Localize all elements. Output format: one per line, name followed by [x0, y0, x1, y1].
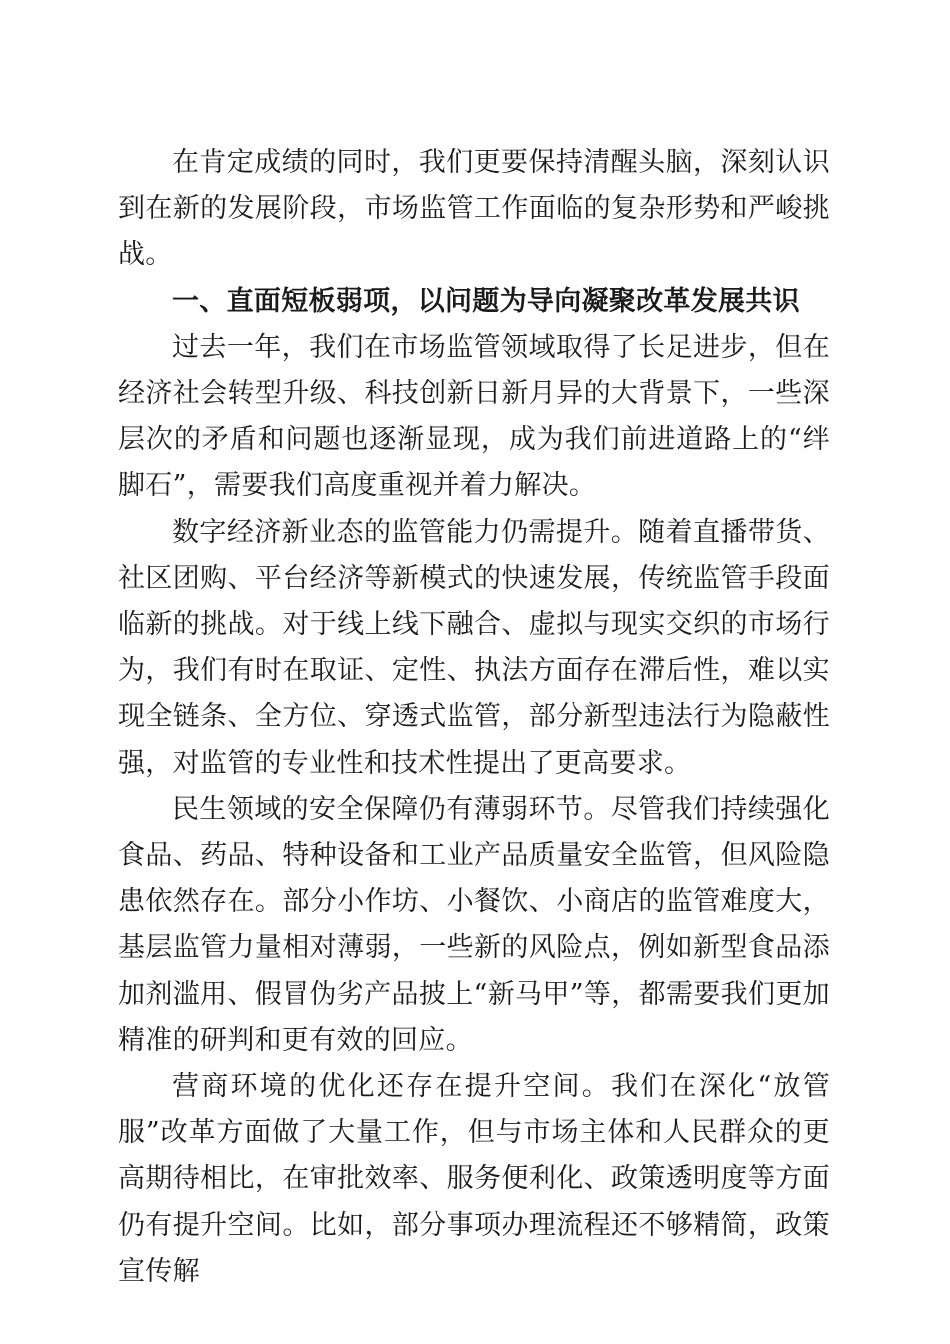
section-heading-1: 一、直面短板弱项，以问题为导向凝聚改革发展共识	[172, 285, 800, 317]
paragraph-digital-economy: 数字经济新业态的监管能力仍需提升。随着直播带货、社区团购、平台经济等新模式的快速发展，传统监管手段面临新的挑战。对于线上线下融合、虚拟与现实交织的市场行为，我们有时在取证、定性、执法方面存在滞后性，难以实现全链条、全方位、穿透式监管，部分新型违法行为隐蔽性强，对监管的专业性和技术性提出了更高要求。	[118, 516, 830, 779]
paragraph-business-environment: 营商环境的优化还存在提升空间。我们在深化“放管服”改革方面做了大量工作，但与市场主体和人民群众的更高期待相比，在审批效率、服务便利化、政策透明度等方面仍有提升空间。比如，部分事项办理流程还不够精简，政策宣传解	[118, 1071, 830, 1287]
paragraph-past-year: 过去一年，我们在市场监管领域取得了长足进步，但在经济社会转型升级、科技创新日新月异的大背景下，一些深层次的矛盾和问题也逐渐显现，成为我们前进道路上的“绊脚石”，需要我们高度重视并着力解决。	[118, 331, 830, 502]
document-body	[118, 140, 830, 1295]
paragraph-intro: 在肯定成绩的同时，我们更要保持清醒头脑，深刻认识到在新的发展阶段，市场监管工作面临的复杂形势和严峻挑战。	[118, 147, 830, 271]
paragraph-livelihood-safety: 民生领域的安全保障仍有薄弱环节。尽管我们持续强化食品、药品、特种设备和工业产品质量安全监管，但风险隐患依然存在。部分小作坊、小餐饮、小商店的监管难度大，基层监管力量相对薄弱，一些新的风险点，例如新型食品添加剂滥用、假冒伪劣产品披上“新马甲”等，都需要我们更加精准的研判和更有效的回应。	[118, 793, 830, 1056]
